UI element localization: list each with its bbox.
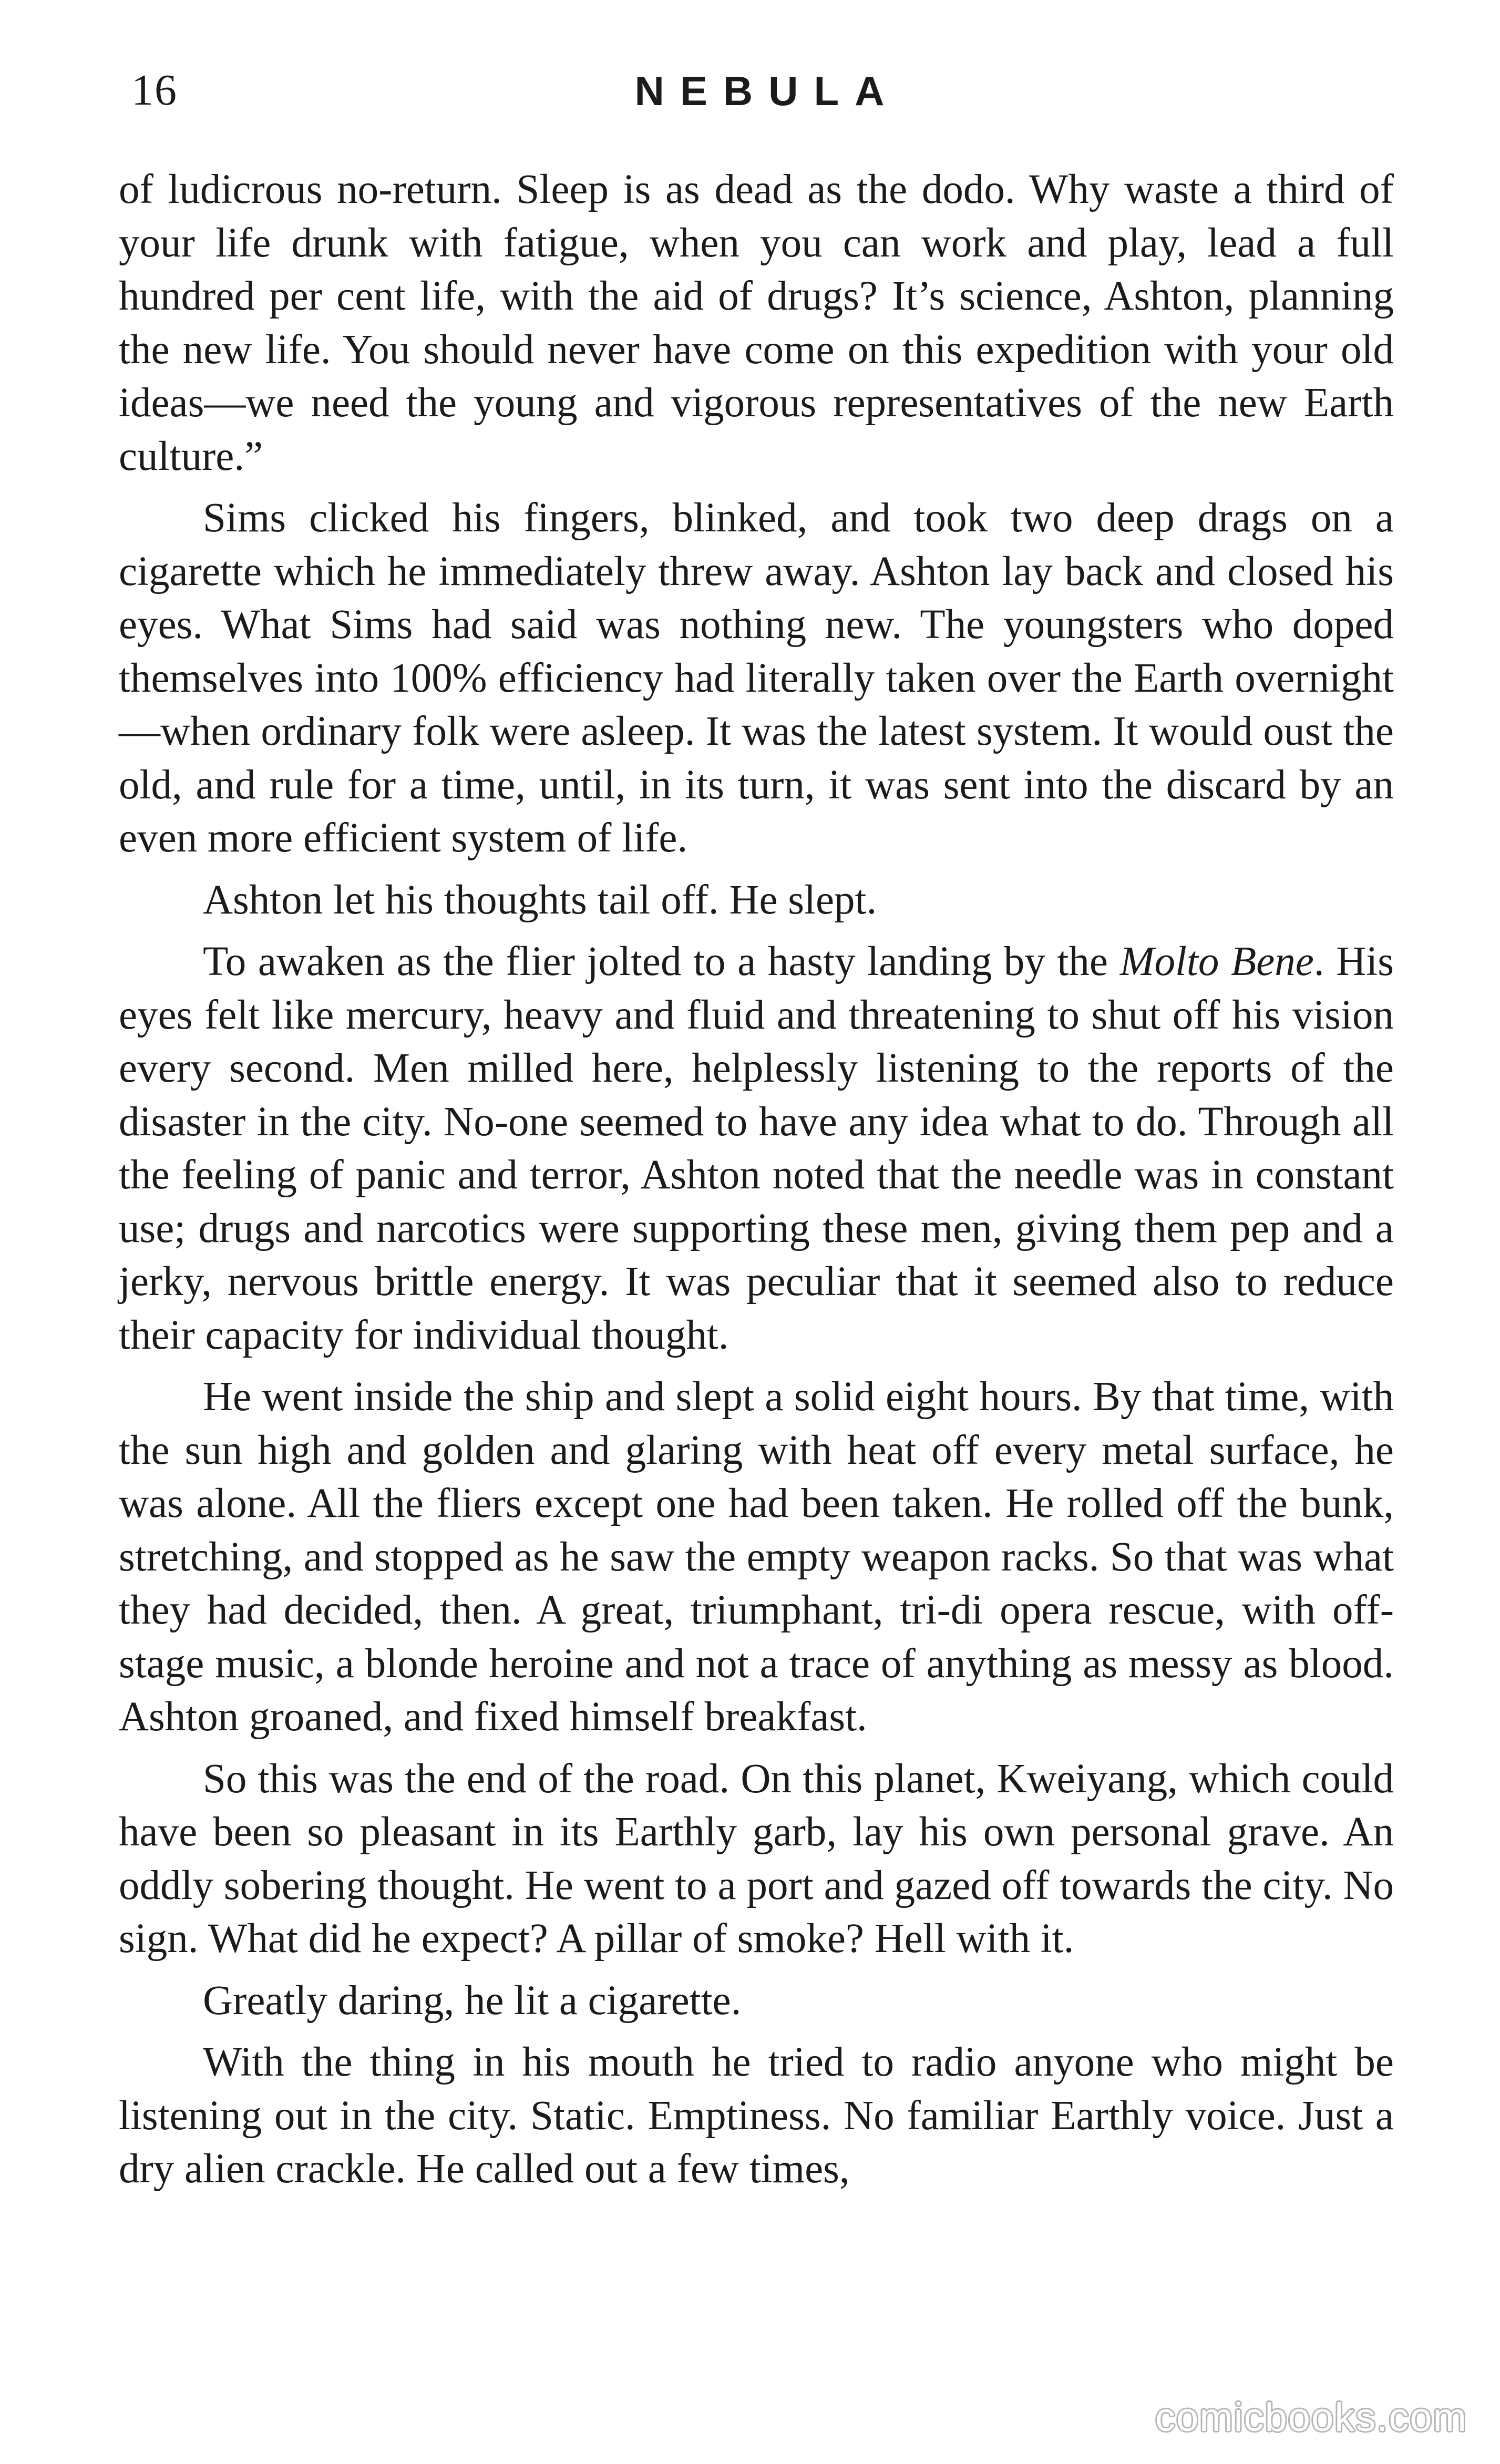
watermark: comicbooks.com <box>1155 2395 1467 2440</box>
body-text <box>119 163 1394 2204</box>
page-number: 16 <box>131 66 178 115</box>
text-segment: Greatly daring, he lit a cigarette. <box>203 1977 742 2024</box>
paragraph <box>119 874 1394 927</box>
paragraph <box>119 491 1394 865</box>
paragraph <box>119 1370 1394 1744</box>
paragraph <box>119 935 1394 1362</box>
paragraph <box>119 163 1394 483</box>
italic-text: Molto Bene <box>1119 939 1314 984</box>
text-segment: He went inside the ship and slept a solid eight hours. By that time, with the sun high and golden and glaring with heat off every metal surface, he was alone. All the fliers except one had been taken. He rolled off the bunk, stretching, and stopped as he saw the empty weapon racks. So that was what they had decided, then. A great, triumphant, tri-di opera rescue, with off-stage music, a blonde heroine and not a trace of anything as messy as blood. Ashton groaned, and fixed himself breakfast. <box>119 1374 1394 1740</box>
text-segment: To awaken as the flier jolted to a hasty landing by the <box>203 939 1120 984</box>
running-head: NEBULA <box>634 68 900 114</box>
text-segment: So this was the end of the road. On this planet, Kweiyang, which could have been so pleasant in its Earthly garb, lay his own personal grave. An oddly sobering thought. He went to a port and gazed off towards the city. No sign. What did he expect? A pillar of smoke? Hell with it. <box>119 1755 1394 1962</box>
text-segment: of ludicrous no-return. Sleep is as dead as the dodo. Why waste a third of your life drunk with fatigue, when you can work and play, lead a full hundred per cent life, with the aid of drugs? It’s science, Ashton, planning the new life. You should never have come on this expedition with your old ideas—we need the young and vigorous representatives of the new Earth culture.” <box>119 167 1394 479</box>
paragraph <box>119 2036 1394 2196</box>
page-header <box>131 63 1388 126</box>
paragraph <box>119 1974 1394 2028</box>
text-segment: . His eyes felt like mercury, heavy and fluid and threatening to shut off his vision every second. Men milled here, helplessly listening to the reports of the disaster in the city. No-one seemed to have any idea what to do. Through all the feeling of panic and terror, Ashton noted that the needle was in constant use; drugs and narcotics were supporting these men, giving them pep and a jerky, nervous brittle energy. It was peculiar that it seemed also to reduce their capacity for individual thought. <box>119 939 1394 1358</box>
text-segment: Ashton let his thoughts tail off. He slept. <box>203 877 877 923</box>
text-segment: Sims clicked his fingers, blinked, and took two deep drags on a cigarette which he immediately threw away. Ashton lay back and closed his eyes. What Sims had said was nothing new. The youngsters who doped themselves into 100% efficiency had literally taken over the Earth overnight—when ordinary folk were asleep. It was the latest system. It would oust the old, and rule for a time, until, in its turn, it was sent into the discard by an even more efficient system of life. <box>119 495 1394 861</box>
text-segment: With the thing in his mouth he tried to radio anyone who might be listening out in the city. Static. Emptiness. No familiar Earthly voice. Just a dry alien crackle. He called out a few times, <box>119 2039 1394 2192</box>
paragraph <box>119 1752 1394 1966</box>
